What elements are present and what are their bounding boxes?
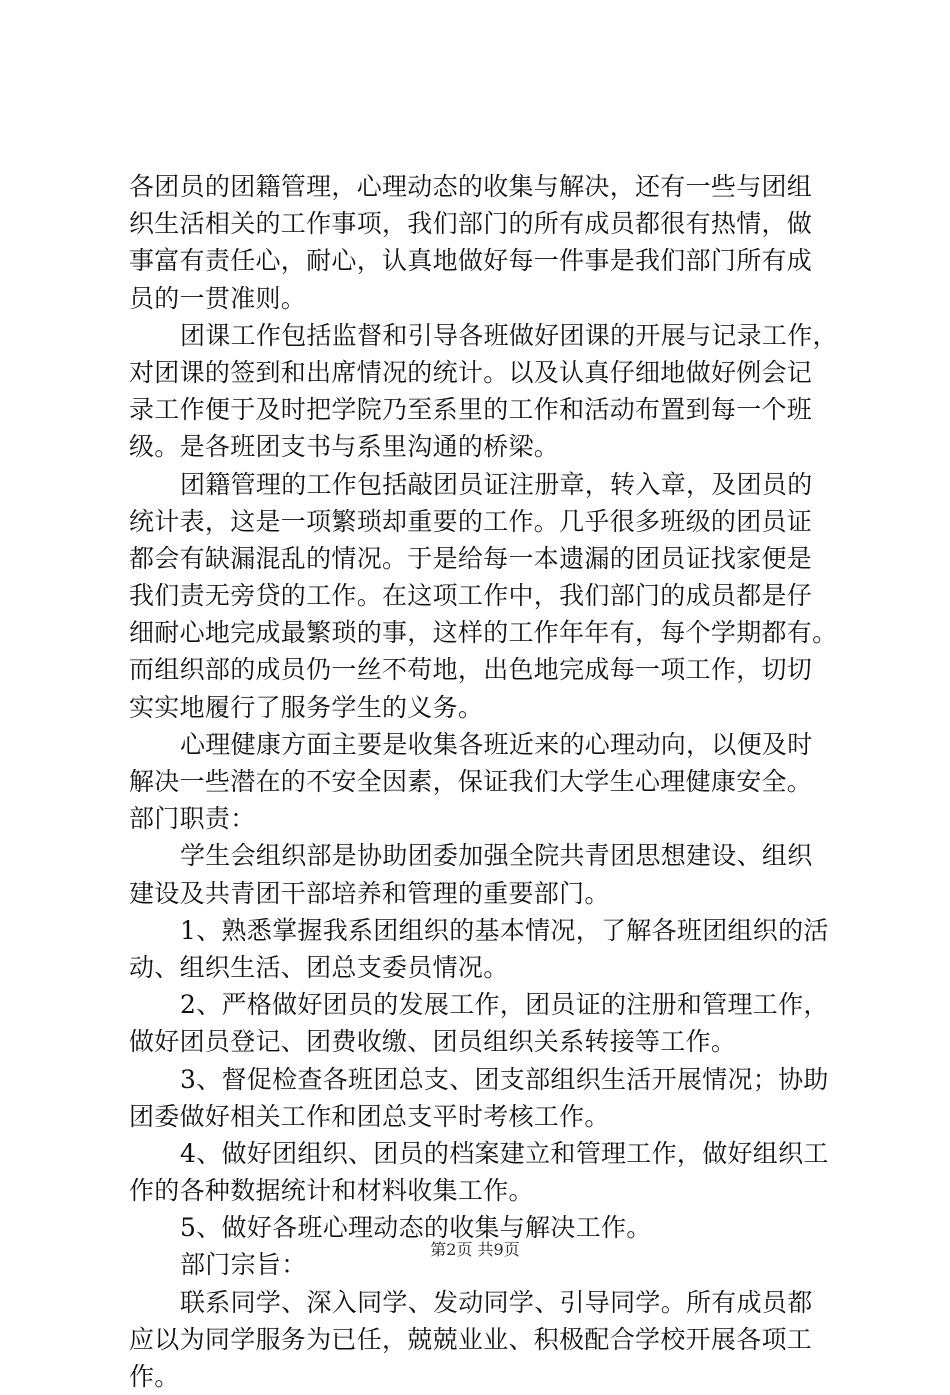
text-line: 联系同学、深入同学、发动同学、引导同学。所有成员都 [180,1287,813,1317]
text-line: 我们责无旁贷的工作。在这项工作中，我们部门的成员都是仔 [129,581,813,611]
text-line: 作的各种数据统计和材料收集工作。 [129,1176,534,1206]
page-number-footer: 第2页 共9页 [430,1240,520,1259]
text-line: 对团课的签到和出席情况的统计。以及认真仔细地做好例会记 [129,357,813,387]
text-line: 心理健康方面主要是收集各班近来的心理动向，以便及时 [180,729,813,759]
text-line: 5、做好各班心理动态的收集与解决工作。 [180,1213,652,1243]
text-line: 织生活相关的工作事项，我们部门的所有成员都很有热情，做 [129,209,813,239]
text-line: 团课工作包括监督和引导各班做好团课的开展与记录工作， [180,320,838,350]
text-line: 实实地履行了服务学生的义务。 [129,692,484,722]
text-line: 动、组织生活、团总支委员情况。 [129,952,509,982]
text-line: 学生会组织部是协助团委加强全院共青团思想建设、组织 [180,841,813,871]
text-line: 建设及共青团干部培养和管理的重要部门。 [129,878,610,908]
text-line: 都会有缺漏混乱的情况。于是给每一本遗漏的团员证找家便是 [129,543,813,573]
text-line: 录工作便于及时把学院乃至系里的工作和活动布置到每一个班 [129,395,813,425]
text-line: 各团员的团籍管理，心理动态的收集与解决，还有一些与团组 [129,172,813,201]
text-line: 1、熟悉掌握我系团组织的基本情况，了解各班团组织的活 [180,915,829,945]
text-line: 应以为同学服务为已任，兢兢业业、积极配合学校开展各项工 [129,1324,813,1354]
text-line: 团籍管理的工作包括敲团员证注册章，转入章，及团员的 [180,469,813,499]
text-line: 员的一贯准则。 [129,283,307,313]
text-line: 部门宗旨： [180,1250,307,1280]
text-line: 做好团员登记、团费收缴、团员组织关系转接等工作。 [129,1027,737,1057]
text-line: 作。 [129,1362,180,1391]
text-line: 统计表，这是一项繁琐却重要的工作。几乎很多班级的团员证 [129,506,813,536]
text-line: 细耐心地完成最繁琐的事，这样的工作年年有，每个学期都有。 [129,618,838,648]
text-line: 4、做好团组织、团员的档案建立和管理工作，做好组织工 [180,1138,829,1168]
text-line: 团委做好相关工作和团总支平时考核工作。 [129,1101,610,1131]
text-line: 2、严格做好团员的发展工作，团员证的注册和管理工作， [180,990,829,1020]
text-line: 部门职责： [129,804,256,834]
text-line: 解决一些潜在的不安全因素，保证我们大学生心理健康安全。 [129,767,813,796]
text-line: 3、督促检查各班团总支、团支部组织生活开展情况；协助 [180,1064,829,1094]
text-line: 级。是各班团支书与系里沟通的桥梁。 [129,432,560,462]
text-line: 事富有责任心，耐心，认真地做好每一件事是我们部门所有成 [129,246,813,276]
document-body [129,168,838,1395]
text-line: 而组织部的成员仍一丝不苟地，出色地完成每一项工作，切切 [129,655,813,685]
